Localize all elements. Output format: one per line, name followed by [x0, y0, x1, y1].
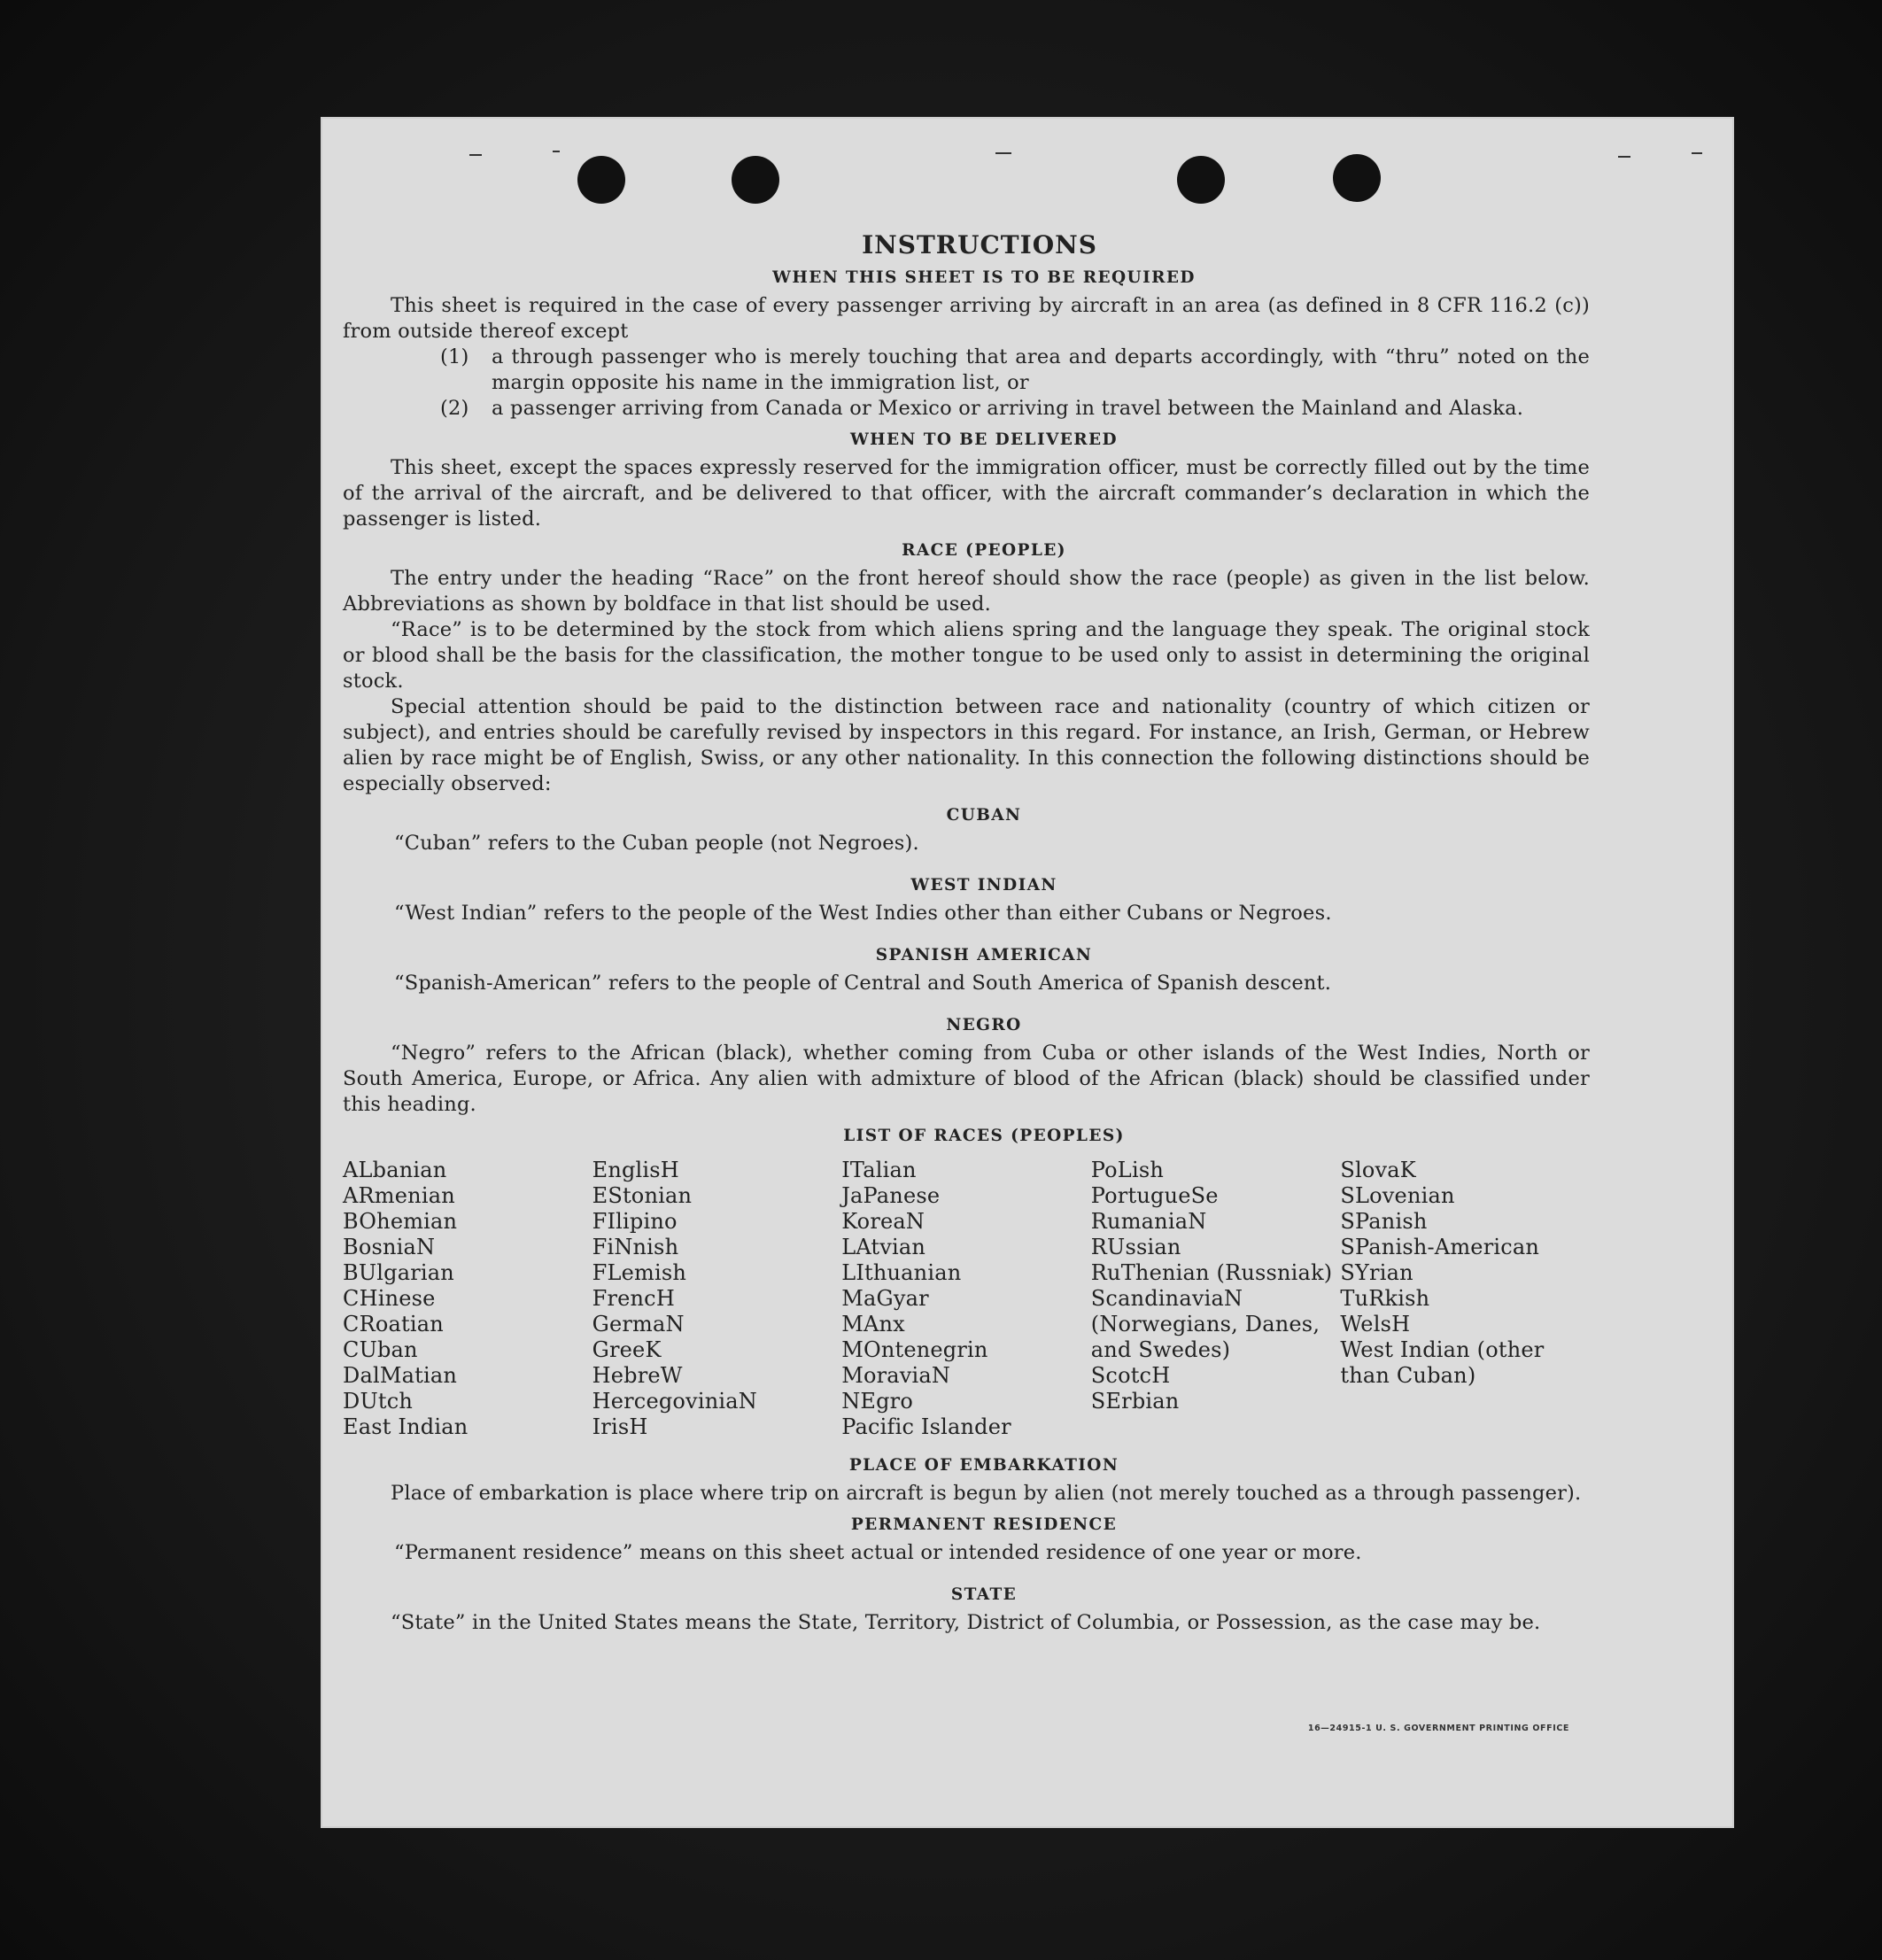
section-heading-embarkation: PLACE OF EMBARKATION — [848, 1456, 1119, 1475]
punch-hole — [577, 156, 625, 204]
scan-speck — [1618, 156, 1630, 158]
race-entry: HercegoviniaN — [592, 1389, 757, 1414]
printing-office-code: 16—24915-1 U. S. GOVERNMENT PRINTING OFFICE — [1307, 1724, 1569, 1733]
race-entry: MaGyar — [841, 1286, 929, 1311]
race-entry: EStonian — [592, 1183, 693, 1208]
residence-text: “Permanent residence” means on this sheet actual or intended residence of one year or more. — [394, 1541, 1362, 1564]
section-heading-delivered: WHEN TO BE DELIVERED — [850, 430, 1118, 449]
race-entry: SLovenian — [1340, 1183, 1455, 1208]
exception-item — [440, 345, 1590, 396]
race-entry: GermaN — [592, 1312, 685, 1336]
race-entry: ARmenian — [343, 1183, 455, 1208]
race-entry: FIlipino — [592, 1209, 678, 1234]
race-entry: ITalian — [841, 1158, 917, 1182]
race-entry: DUtch — [343, 1389, 414, 1414]
race-entry: PoLish — [1090, 1158, 1164, 1182]
exception-text: a through passenger who is merely touching that area and departs accordingly, with “thru” noted on the margin opposite his name in the immigration list, or — [492, 345, 1590, 394]
race-entry: FrencH — [592, 1286, 675, 1311]
punch-hole — [1333, 154, 1381, 202]
instructions-content — [343, 232, 1590, 1636]
negro-definition: “Negro” refers to the African (black), whether coming from Cuba or other islands of the West Indies, North or South America, Europe, or Africa. Any alien with admixture of blood of the African (black) should be classified under this heading. — [343, 1042, 1590, 1116]
exception-text: a passenger arriving from Canada or Mexico or arriving in travel between the Mainland and Alaska. — [492, 397, 1524, 420]
race-entry: West Indian (other than Cuban) — [1340, 1337, 1545, 1388]
race-entry: LIthuanian — [841, 1260, 962, 1285]
punch-hole — [732, 156, 779, 204]
race-entry: WelsH — [1340, 1312, 1411, 1336]
race-entry: SPanish — [1340, 1209, 1428, 1234]
race-entry: CUban — [343, 1337, 418, 1362]
exception-number: (1) — [440, 345, 469, 368]
section-heading-required: WHEN THIS SHEET IS TO BE REQUIRED — [772, 268, 1196, 287]
race-entry: ALbanian — [343, 1158, 447, 1182]
document-sheet — [321, 117, 1734, 1828]
race-column — [592, 1158, 842, 1440]
page-title: INSTRUCTIONS — [862, 230, 1097, 260]
scan-speck — [469, 154, 482, 156]
race-paragraph-2: “Race” is to be determined by the stock from which aliens spring and the language they speak. The original stock or blood shall be the basis for the classification, the mother tongue to be used only to assist in determining the original stock. — [343, 618, 1590, 693]
race-entry: SlovaK — [1340, 1158, 1416, 1182]
embarkation-text: Place of embarkation is place where trip on aircraft is begun by alien (not merely touched as a through passenger). — [391, 1482, 1582, 1505]
race-entry: RUssian — [1090, 1235, 1181, 1259]
race-entry: ScandinaviaN (Norwegians, Danes, and Swedes) — [1090, 1286, 1320, 1362]
race-entry: RuThenian (Russniak) — [1090, 1260, 1333, 1285]
race-entry: PortugueSe — [1090, 1183, 1219, 1208]
race-entry: MoraviaN — [841, 1363, 951, 1388]
west-indian-definition: “West Indian” refers to the people of the West Indies other than either Cubans or Negroes. — [394, 902, 1332, 925]
cuban-definition: “Cuban” refers to the Cuban people (not Negroes). — [394, 832, 919, 855]
section-heading-residence: PERMANENT RESIDENCE — [850, 1515, 1118, 1534]
race-list — [343, 1158, 1590, 1440]
race-entry: TuRkish — [1340, 1286, 1430, 1311]
section-heading-negro: NEGRO — [946, 1016, 1022, 1034]
exception-item — [440, 396, 1590, 422]
race-entry: FiNnish — [592, 1235, 679, 1259]
race-entry: BosniaN — [343, 1235, 436, 1259]
section-heading-cuban: CUBAN — [946, 806, 1022, 825]
race-entry: SYrian — [1340, 1260, 1413, 1285]
race-entry: SErbian — [1090, 1389, 1180, 1414]
race-entry: MAnx — [841, 1312, 905, 1336]
race-entry: DalMatian — [343, 1363, 457, 1388]
race-entry: BUlgarian — [343, 1260, 454, 1285]
race-entry: NEgro — [841, 1389, 913, 1414]
race-entry: FLemish — [592, 1260, 686, 1285]
race-entry: RumaniaN — [1090, 1209, 1207, 1234]
scan-speck — [995, 152, 1011, 154]
race-entry: IrisH — [592, 1414, 648, 1439]
state-text: “State” in the United States means the State, Territory, District of Columbia, or Possession, as the case may be. — [391, 1611, 1541, 1634]
section-heading-west-indian: WEST INDIAN — [910, 876, 1057, 895]
spanish-american-definition: “Spanish-American” refers to the people of Central and South America of Spanish descent. — [394, 972, 1332, 995]
race-column — [343, 1158, 592, 1440]
race-column — [841, 1158, 1091, 1440]
race-entry: BOhemian — [343, 1209, 458, 1234]
race-entry: HebreW — [592, 1363, 683, 1388]
race-entry: JaPanese — [841, 1183, 941, 1208]
race-entry: EnglisH — [592, 1158, 679, 1182]
race-entry: Pacific Islander — [841, 1414, 1011, 1439]
punch-hole — [1177, 156, 1225, 204]
exception-number: (2) — [440, 397, 469, 420]
race-entry: SPanish-American — [1340, 1235, 1540, 1259]
race-entry: CRoatian — [343, 1312, 444, 1336]
race-entry: CHinese — [343, 1286, 436, 1311]
section-heading-state: STATE — [950, 1585, 1018, 1604]
section-heading-race: RACE (PEOPLE) — [902, 541, 1066, 560]
race-entry: East Indian — [343, 1414, 469, 1439]
race-entry: MOntenegrin — [841, 1337, 988, 1362]
race-column — [1340, 1158, 1590, 1440]
required-intro: This sheet is required in the case of every passenger arriving by aircraft in an area (as defined in 8 CFR 116.2 (c)) from outside thereof except — [343, 294, 1590, 343]
race-paragraph-3: Special attention should be paid to the distinction between race and nationality (country of which citizen or subject), and entries should be carefully revised by inspectors in this regard. For instance, an Irish, German, or Hebrew alien by race might be of English, Swiss, or any other nationality. In this connection the following distinctions should be especially observed: — [343, 695, 1590, 795]
race-entry: GreeK — [592, 1337, 662, 1362]
section-heading-spanish-american: SPANISH AMERICAN — [875, 946, 1093, 965]
scan-speck — [1692, 152, 1702, 154]
scan-speck — [553, 151, 560, 152]
race-entry: KoreaN — [841, 1209, 926, 1234]
race-entry: ScotcH — [1090, 1363, 1171, 1388]
race-paragraph-1: The entry under the heading “Race” on the front hereof should show the race (people) as given in the list below. Abbreviations as shown by boldface in that list should be used. — [343, 567, 1590, 616]
section-heading-race-list: LIST OF RACES (PEOPLES) — [843, 1127, 1125, 1145]
delivered-text: This sheet, except the spaces expressly reserved for the immigration officer, must be correctly filled out by the time of the arrival of the aircraft, and be delivered to that officer, with the aircraft commander’s declaration in which the passenger is listed. — [343, 456, 1590, 531]
race-column — [1091, 1158, 1341, 1440]
race-entry: LAtvian — [841, 1235, 926, 1259]
